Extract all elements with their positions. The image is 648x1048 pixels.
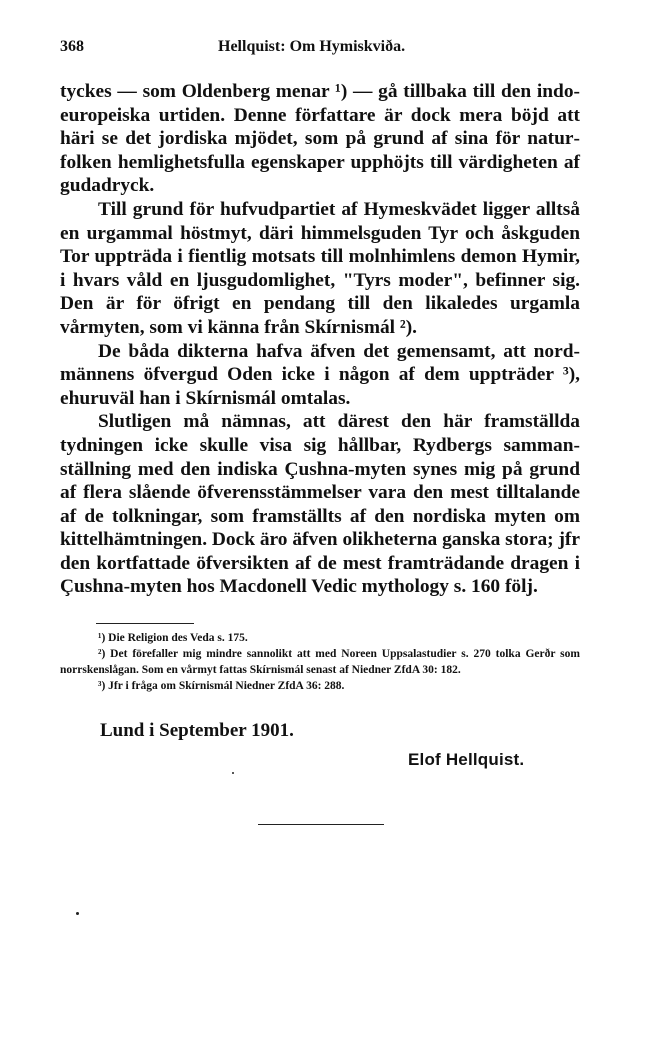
end-divider	[258, 824, 384, 825]
print-speck	[76, 912, 79, 915]
footnotes	[60, 630, 580, 694]
author-signature: Elof Hellquist.	[408, 750, 525, 769]
paragraph-continued: tyckes — som Oldenberg menar ¹) — gå tillbaka till den indoeuropeiska urtiden. Denne författare är dock mera böjd att häri se det jordiska mjödet, som på grund af sina för naturfolken hemlighetsfulla egenskaper upphöjts till värdigheten af gudadryck.	[60, 81, 580, 197]
footnote-2: ²) Det förefaller mig mindre sannolikt att med Noreen Uppsalastudier s. 270 tolka Gerðr som norrskenslågan. Som en vårmyt fattas Skírnismál senast af Niedner ZfdA 30: 182.	[60, 648, 580, 676]
paragraph: Slutligen må nämnas, att därest den här framställda tydningen icke skulle visa sig hållbar, Rydbergs sammanställning med den indiska Çushna-myten synes mig på grund af flera slående öfverensstämmelser vara den mest tilltalande af de tolkningar, som framställts af den nordiska myten om kittelhämtningen. Dock äro äfven olikheterna ganska stora; jfr den kortfattade öfversikten af de mest framträdande dragen i Çushna-myten hos Macdonell Vedic mythology s. 160 följ.	[60, 411, 580, 598]
paragraph: Till grund för hufvudpartiet af Hymeskvädet ligger alltså en urgammal höstmyt, däri himmelsguden Tyr och åskguden Tor uppträda i fientlig motsats till molnhimlens demon Hymir, i hvars våld en ljusgudomlighet, "Tyrs moder", befinner sig. Den är för öfrigt en pendang till den likaledes urgamla vårmyten, som vi känna från Skírnismál ²).	[60, 198, 580, 338]
page-number: 368	[60, 38, 84, 55]
footnote-1: ¹) Die Religion des Veda s. 175.	[98, 632, 248, 644]
footnote-divider	[96, 623, 194, 624]
body-text	[60, 80, 580, 599]
closing-place-date: Lund i September 1901.	[100, 720, 294, 741]
page-header	[60, 38, 580, 62]
print-speck	[232, 772, 234, 774]
running-head: Hellquist: Om Hymiskviða.	[218, 38, 406, 55]
paragraph: De båda dikterna hafva äfven det gemensamt, att nordmännens öfvergud Oden icke i någon af dem uppträder ³), ehuruväl han i Skírnismál omtalas.	[60, 340, 580, 409]
footnote-3: ³) Jfr i fråga om Skírnismál Niedner ZfdA 36: 288.	[98, 680, 345, 692]
